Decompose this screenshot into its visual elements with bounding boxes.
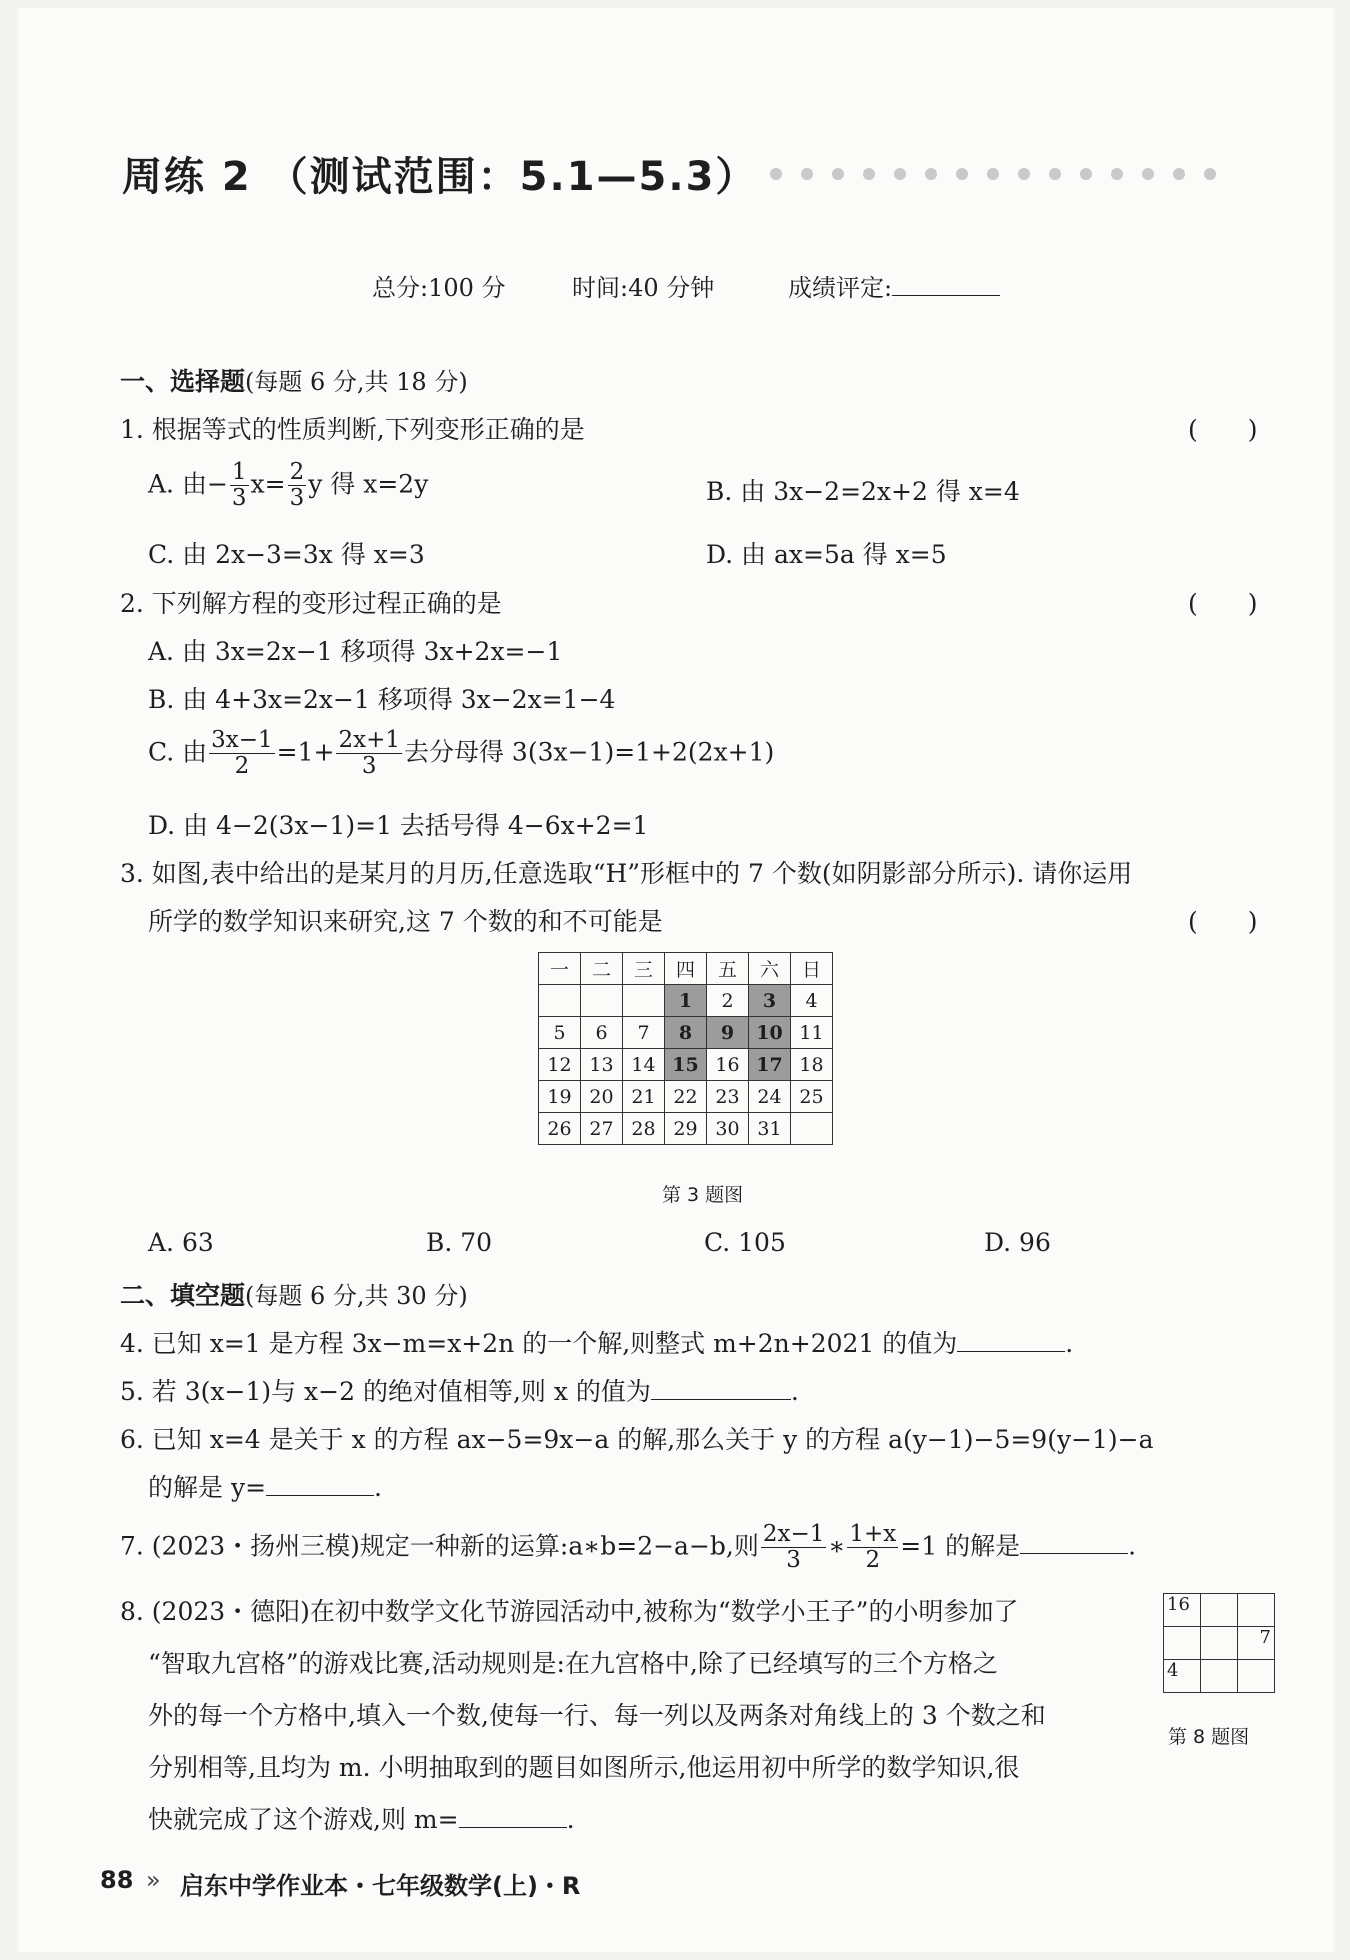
calendar-cell: 14 [623, 1049, 665, 1081]
nine-grid-cell[interactable]: 7 [1238, 1627, 1275, 1660]
calendar-cell: 19 [539, 1081, 581, 1113]
q8-answer-blank[interactable] [459, 1826, 567, 1828]
book-title: 启东中学作业本・七年级数学(上)・R [180, 1872, 581, 1900]
calendar-cell: 21 [623, 1081, 665, 1113]
q1-option-d[interactable]: D. 由 ax=5a 得 x=5 [706, 540, 947, 569]
calendar-header-cell: 三 [623, 953, 665, 985]
q6-line2: 的解是 y= . [148, 1473, 382, 1502]
calendar-cell: 15 [665, 1049, 707, 1081]
q6-answer-blank[interactable] [266, 1494, 374, 1496]
grade-field [788, 268, 1000, 303]
q5-text: 5. 若 3(x−1)与 x−2 的绝对值相等,则 x 的值为 . [120, 1377, 799, 1406]
nine-grid-figure [1163, 1593, 1275, 1693]
calendar-cell: 17 [749, 1049, 791, 1081]
calendar-cell [581, 985, 623, 1017]
calendar-cell [791, 1113, 833, 1145]
nine-grid-cell[interactable] [1164, 1627, 1201, 1660]
calendar-row [539, 1113, 833, 1145]
calendar-header-cell: 二 [581, 953, 623, 985]
nine-grid-cell[interactable] [1238, 1660, 1275, 1693]
calendar-cell: 26 [539, 1113, 581, 1145]
calendar-cell: 10 [749, 1017, 791, 1049]
q3-figure-caption: 第 3 题图 [662, 1184, 744, 1206]
q8-line4: 分别相等,且均为 m. 小明抽取到的题目如图所示,他运用初中所学的数学知识,很 [148, 1753, 1020, 1782]
total-score: 总分:100 分 [372, 274, 506, 302]
q8-line1: 8. (2023・德阳)在初中数学文化节游园活动中,被称为“数学小王子”的小明参加了 [120, 1597, 1019, 1626]
calendar-cell: 13 [581, 1049, 623, 1081]
time-limit: 时间:40 分钟 [572, 274, 715, 302]
calendar-row [539, 1081, 833, 1113]
q2-answer-paren[interactable]: ( ) [1188, 589, 1258, 618]
q2-stem: 2. 下列解方程的变形过程正确的是 [120, 589, 502, 618]
q4-answer-blank[interactable] [957, 1350, 1065, 1352]
calendar-cell: 20 [581, 1081, 623, 1113]
calendar-cell: 3 [749, 985, 791, 1017]
calendar-cell [539, 985, 581, 1017]
q2-option-c[interactable]: C. 由 $\frac{3x-1}{2}$ =1+ $\frac{2x+1}{3}$ 去分母得 3(3x−1)=1+2(2x+1) [148, 727, 775, 780]
nine-grid-cell[interactable] [1201, 1660, 1238, 1693]
calendar-header-cell: 日 [791, 953, 833, 985]
calendar-cell: 8 [665, 1017, 707, 1049]
q8-figure-caption: 第 8 题图 [1168, 1726, 1250, 1748]
calendar-cell: 24 [749, 1081, 791, 1113]
page-number: 88 [100, 1866, 134, 1894]
q3-stem-line1: 3. 如图,表中给出的是某月的月历,任意选取“H”形框中的 7 个数(如阴影部分所示). 请你运用 [120, 859, 1133, 888]
calendar-cell: 25 [791, 1081, 833, 1113]
q7-text: 7. (2023・扬州三模)规定一种新的运算:a∗b=2−a−b,则 $\frac{2x-1}{3}$ ∗ $\frac{1+x}{2}$ =1 的解是 . [120, 1521, 1137, 1574]
calendar-header-cell: 四 [665, 953, 707, 985]
calendar-header-cell: 六 [749, 953, 791, 985]
calendar-cell: 4 [791, 985, 833, 1017]
q2-option-d[interactable]: D. 由 4−2(3x−1)=1 去括号得 4−6x+2=1 [148, 811, 649, 840]
section-choice-title: 一、选择题(每题 6 分,共 18 分) [120, 367, 468, 396]
calendar-cell: 1 [665, 985, 707, 1017]
q1-option-c[interactable]: C. 由 2x−3=3x 得 x=3 [148, 540, 425, 569]
nine-grid-cell[interactable] [1201, 1594, 1238, 1627]
calendar-cell: 16 [707, 1049, 749, 1081]
q8-line5: 快就完成了这个游戏,则 m= . [148, 1805, 575, 1834]
title-dot-decoration [770, 168, 1216, 180]
q4-text: 4. 已知 x=1 是方程 3x−m=x+2n 的一个解,则整式 m+2n+2021 的值为 . [120, 1329, 1074, 1358]
calendar-cell: 31 [749, 1113, 791, 1145]
calendar-cell: 23 [707, 1081, 749, 1113]
q2-option-b[interactable]: B. 由 4+3x=2x−1 移项得 3x−2x=1−4 [148, 685, 616, 714]
calendar-cell: 2 [707, 985, 749, 1017]
nine-grid-cell[interactable] [1238, 1594, 1275, 1627]
calendar-row [539, 1049, 833, 1081]
nine-grid-cell[interactable]: 4 [1164, 1660, 1201, 1693]
calendar-cell: 6 [581, 1017, 623, 1049]
q5-answer-blank[interactable] [651, 1398, 791, 1400]
calendar-cell: 29 [665, 1113, 707, 1145]
q3-answer-paren[interactable]: ( ) [1188, 907, 1258, 936]
nine-grid-cell[interactable]: 16 [1164, 1594, 1201, 1627]
q1-answer-paren[interactable]: ( ) [1188, 415, 1258, 444]
q3-stem-line2: 所学的数学知识来研究,这 7 个数的和不可能是 [148, 907, 663, 936]
calendar-cell: 5 [539, 1017, 581, 1049]
q8-line2: “智取九宫格”的游戏比赛,活动规则是:在九宫格中,除了已经填写的三个方格之 [148, 1649, 998, 1678]
q1-option-b[interactable]: B. 由 3x−2=2x+2 得 x=4 [706, 477, 1020, 506]
q3-option-d[interactable]: D. 96 [984, 1228, 1051, 1257]
calendar-cell: 22 [665, 1081, 707, 1113]
calendar-cell: 11 [791, 1017, 833, 1049]
q3-option-b[interactable]: B. 70 [426, 1228, 493, 1257]
calendar-cell: 30 [707, 1113, 749, 1145]
calendar-header-cell: 一 [539, 953, 581, 985]
calendar-cell: 9 [707, 1017, 749, 1049]
calendar-row [539, 985, 833, 1017]
q8-line3: 外的每一个方格中,填入一个数,使每一行、每一列以及两条对角线上的 3 个数之和 [148, 1701, 1046, 1730]
nine-grid-cell[interactable] [1201, 1627, 1238, 1660]
q3-option-c[interactable]: C. 105 [704, 1228, 786, 1257]
page-title: 周练 2 （测试范围：5.1—5.3） [122, 154, 758, 200]
calendar-cell: 27 [581, 1113, 623, 1145]
calendar-row [539, 1017, 833, 1049]
calendar-table [538, 952, 833, 1145]
q1-stem: 1. 根据等式的性质判断,下列变形正确的是 [120, 415, 585, 444]
calendar-cell: 28 [623, 1113, 665, 1145]
q2-option-a[interactable]: A. 由 3x=2x−1 移项得 3x+2x=−1 [148, 637, 563, 666]
calendar-header-cell: 五 [707, 953, 749, 985]
q1-option-a[interactable]: A. 由− $\frac{1}{3}$ x= $\frac{2}{3}$ y 得 x=2y [148, 459, 429, 512]
section-fill-title: 二、填空题(每题 6 分,共 30 分) [120, 1281, 468, 1310]
grade-blank[interactable] [892, 294, 1000, 296]
calendar-cell: 18 [791, 1049, 833, 1081]
q3-option-a[interactable]: A. 63 [148, 1228, 214, 1257]
grade-label: 成绩评定: [788, 274, 893, 302]
calendar-cell [623, 985, 665, 1017]
calendar-cell: 7 [623, 1017, 665, 1049]
q6-line1: 6. 已知 x=4 是关于 x 的方程 ax−5=9x−a 的解,那么关于 y 的方程 a(y−1)−5=9(y−1)−a [120, 1425, 1154, 1454]
chevron-icon: » [146, 1866, 161, 1894]
calendar-cell: 12 [539, 1049, 581, 1081]
q7-answer-blank[interactable] [1020, 1552, 1128, 1554]
